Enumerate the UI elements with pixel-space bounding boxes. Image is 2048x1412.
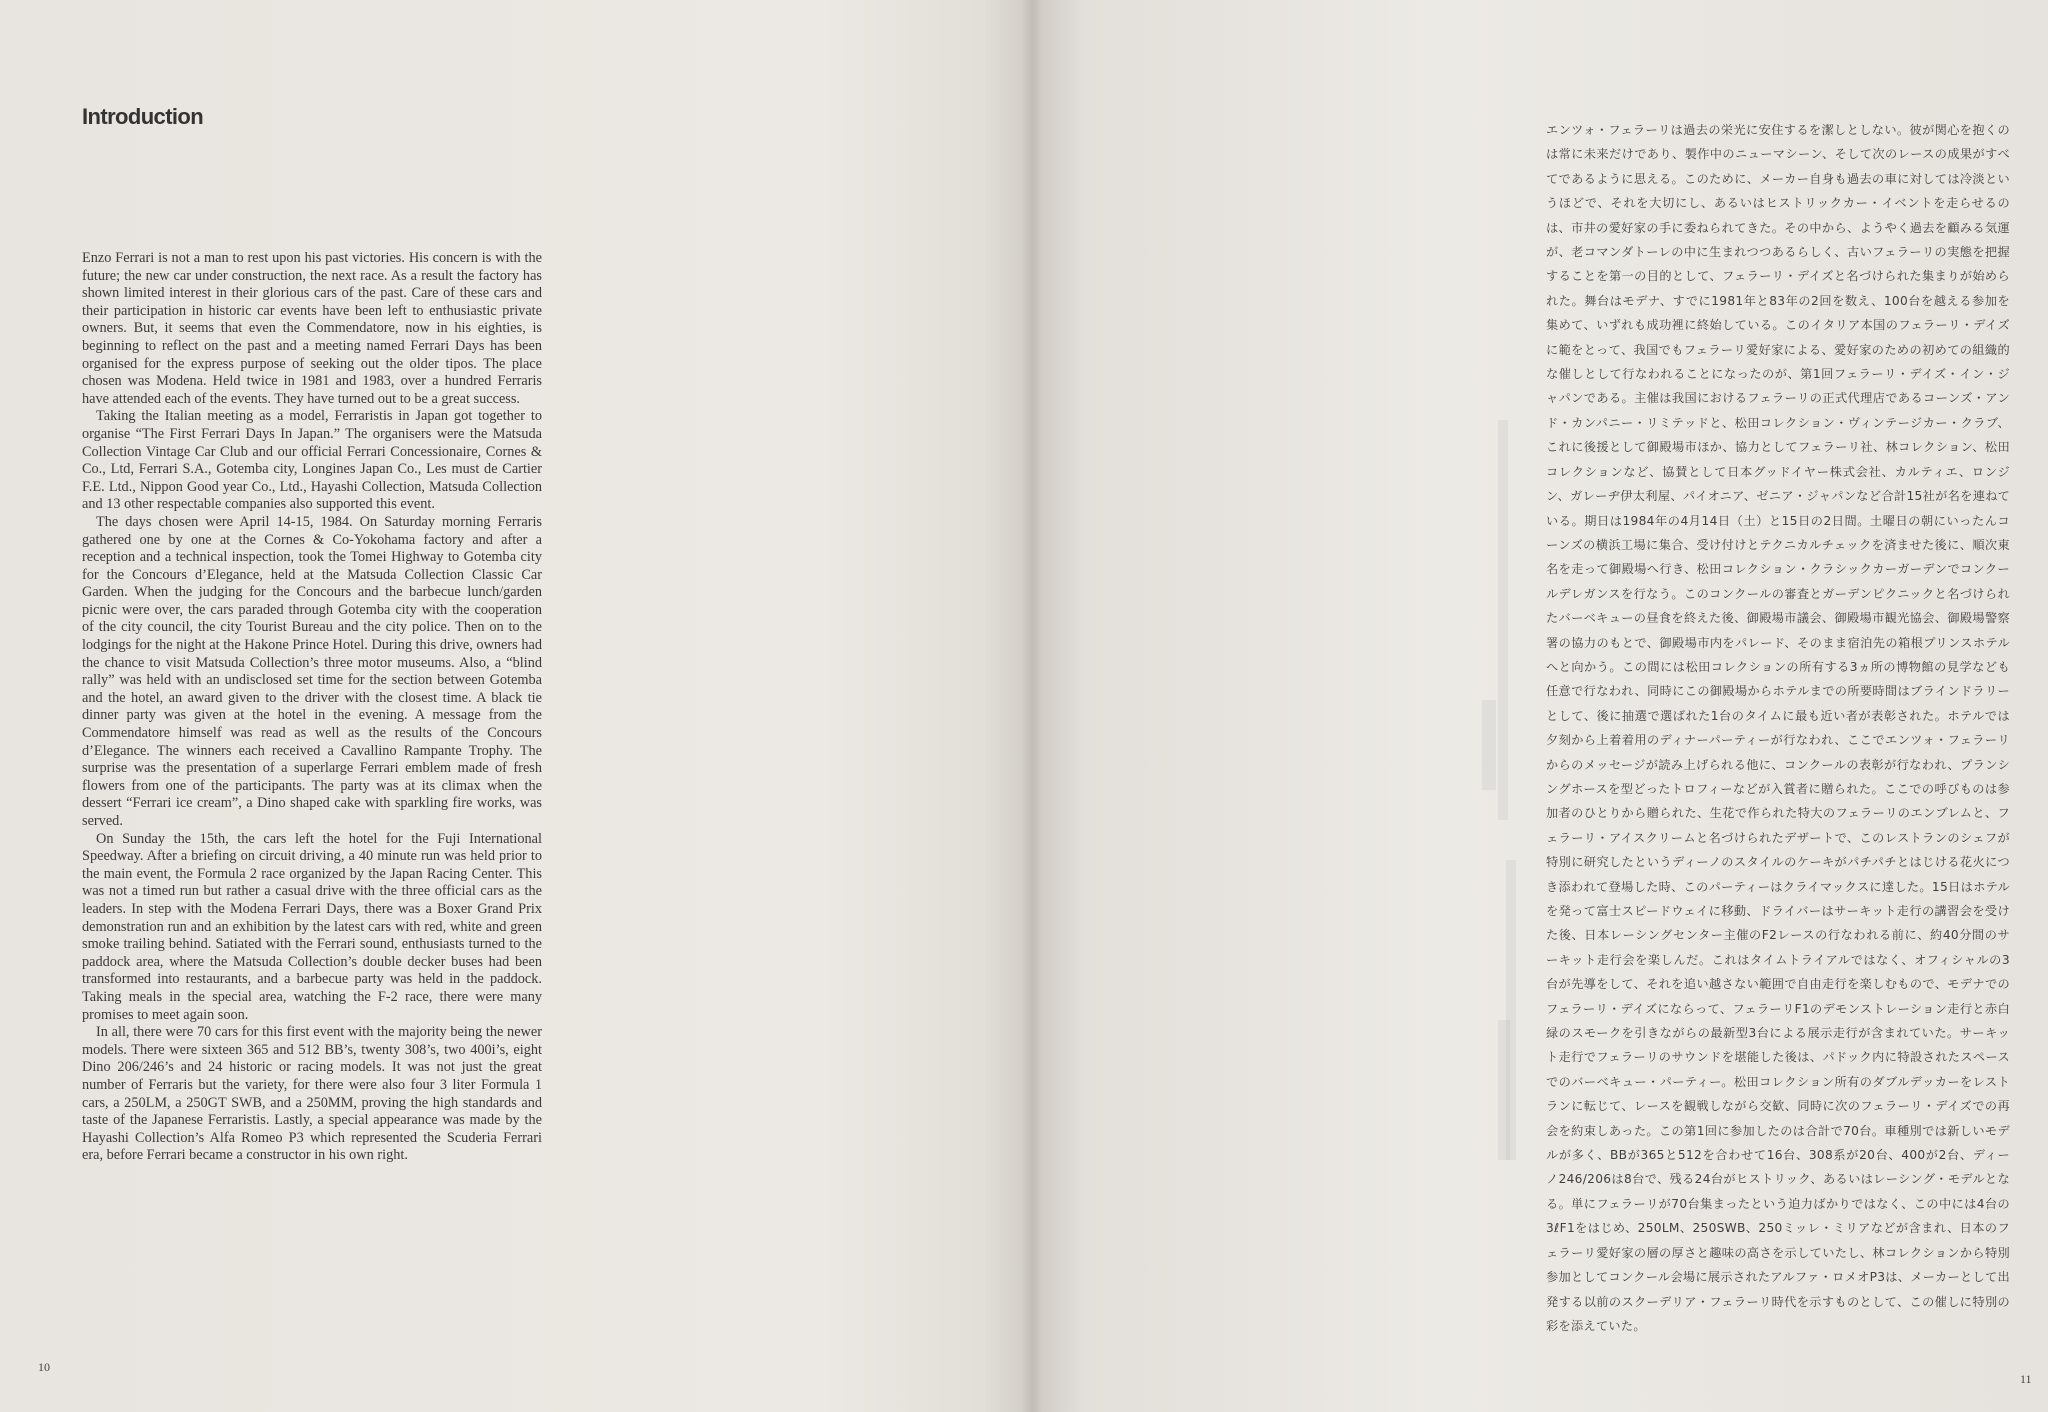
paragraph: The days chosen were April 14-15, 1984. On Saturday morning Ferraris gathered one by one at the Cornes & Co-Yokohama factory and after a reception and a technical inspection, took the Tomei Highway to Gotemba city for the Concours d’Elegance, held at the Matsuda Collection Classic Car Garden. When the judging for the Concours and the barbecue lunch/garden picnic were over, the cars paraded through Gotemba city with the cooperation of the city council, the city Tourist Bureau and the city police. Then on to the lodgings for the night at the Hakone Prince Hotel. During this drive, owners had the chance to visit Matsuda Collection’s three motor museums. Also, a “blind rally” was held with an undisclosed set time for the section between Gotemba and the hotel, an award given to the driver with the closest time. A black tie dinner party was given at the hotel in the evening. A message from the Commendatore himself was read as well as the results of the Concours d’Elegance. The winners each received a Cavallino Rampante Trophy. The surprise was the presentation of a superlarge Ferrari emblem made of fresh flowers from one of the participants. The party was at its climax when the dessert “Ferrari ice cream”, a Dino shaped cake with sparkling fire works, was served. [82, 513, 542, 829]
show-through-bar [1498, 1020, 1510, 1160]
paragraph: Taking the Italian meeting as a model, Ferraristis in Japan got together to organise “The First Ferrari Days In Japan.” The organisers were the Matsuda Collection Vintage Car Club and our official Ferrari Concessionaire, Cornes & Co., Ltd, Ferrari S.A., Gotemba city, Longines Japan Co., Les must de Cartier F.E. Ltd., Nippon Good year Co., Ltd., Hayashi Collection, Matsuda Collection and 13 other respectable companies also supported this event. [82, 408, 542, 513]
page-number-left: 10 [38, 1360, 50, 1374]
paragraph: In all, there were 70 cars for this first event with the majority being the newer models. There were sixteen 365 and 512 BB’s, twenty 308’s, two 400i’s, eight Dino 206/246’s and 24 historic or racing models. It was not just the great number of Ferraris but the variety, for there were also four 3 liter Formula 1 cars, a 250LM, a 250GT SWB, and a 250MM, proving the high standards and taste of the Japanese Ferraristis. Lastly, a special appearance was made by the Hayashi Collection’s Alfa Romeo P3 which represented the Scuderia Ferrari era, before Ferrari became a constructor in his own right. [82, 1024, 542, 1164]
english-body [82, 250, 542, 1165]
paragraph: On Sunday the 15th, the cars left the hotel for the Fuji International Speedway. After a briefing on circuit driving, a 40 minute run was held prior to the main event, the Formula 2 race organized by the Japan Racing Center. This was not a timed run but rather a casual drive with the three official cars as the leaders. In step with the Modena Ferrari Days, there was a Boxer Grand Prix demonstration run and an exhibition by the latest cars with red, white and green smoke trailing behind. Satiated with the Ferrari sound, enthusiasts turned to the paddock area, where the Matsuda Collection’s double decker buses had been transformed into restaurants, and a barbecue party was held in the paddock. Taking meals in the special area, watching the F-2 race, there were many promises to meet again soon. [82, 830, 542, 1023]
japanese-body: エンツォ・フェラーリは過去の栄光に安住するを潔しとしない。彼が関心を抱くのは常に未来だけであり、製作中のニューマシーン、そして次のレースの成果がすべてであるように思える。このために、メーカー自身も過去の車に対しては冷淡というほどで、それを大切にし、あるいはヒストリックカー・イベントを走らせるのは、市井の愛好家の手に委ねられてきた。その中から、ようやく過去を顧みる気運が、老コマンダトーレの中に生まれつつあるらしく、古いフェラーリの実態を把握することを第一の目的として、フェラーリ・デイズと名づけられた集まりが始められた。舞台はモデナ、すでに1981年と83年の2回を数え、100台を越える参加を集めて、いずれも成功裡に終始している。このイタリア本国のフェラーリ・デイズに範をとって、我国でもフェラーリ愛好家による、愛好家のための初めての組織的な催しとして行なわれることになったのが、第1回フェラーリ・デイズ・イン・ジャパンである。主催は我国におけるフェラーリの正式代理店であるコーンズ・アンド・カンパニー・リミテッドと、松田コレクション・ヴィンテージカー・クラブ、これに後援として御殿場市ほか、協力としてフェラーリ社、林コレクション、松田コレクションなど、協賛として日本グッドイヤー株式会社、カルティエ、ロンジン、ガレーヂ伊太利屋、パイオニア、ゼニア・ジャパンなど合計15社が名を連ねている。期日は1984年の4月14日（土）と15日の2日間。土曜日の朝にいったんコーンズの横浜工場に集合、受け付けとテクニカルチェックを済ませた後に、順次東名を走って御殿場へ行き、松田コレクション・クラシックカーガーデンでコンクールデレガンスを行なう。このコンクールの審査とガーデンピクニックと名づけられたバーベキューの昼食を終えた後、御殿場市議会、御殿場市観光協会、御殿場警察署の協力のもとで、御殿場市内をパレード、そのまま宿泊先の箱根プリンスホテルへと向かう。この間には松田コレクションの所有する3ヵ所の博物館の見学なども任意で行なわれ、同時にこの御殿場からホテルまでの所要時間はブラインドラリーとして、後に抽選で選ばれた1台のタイムに最も近い者が表彰された。ホテルでは夕刻から上着着用のディナーパーティーが行なわれ、ここでエンツォ・フェラーリからのメッセージが読み上げられる他に、コンクールの表彰が行なわれ、プランシングホースを型どったトロフィーなどが入賞者に贈られた。ここでの呼びものは参加者のひとりから贈られた、生花で作られた特大のフェラーリのエンブレムと、フェラーリ・アイスクリームと名づけられたデザートで、このレストランのシェフが特別に研究したというディーノのスタイルのケーキがパチパチとはじける花火につき添われて登場した時、このパーティーはクライマックスに達した。15日はホテルを発って富士スピードウェイに移動、ドライバーはサーキット走行の講習会を受けた後、日本レーシングセンター主催のF2レースの行なわれる前に、約40分間のサーキット走行会を楽しんだ。これはタイムトライアルではなく、オフィシャルの3台が先導をして、それを追い越さない範囲で自由走行を楽しむもので、モデナでのフェラーリ・デイズにならって、フェラーリF1のデモンストレーション走行と赤白緑のスモークを引きながらの最新型3台による展示走行が含まれていた。サーキット走行でフェラーリのサウンドを堪能した後は、パドック内に特設されたスペースでのバーベキュー・パーティー。松田コレクション所有のダブルデッカーをレストランに転じて、レースを観戦しながら交歓、同時に次のフェラーリ・デイズでの再会を約束しあった。この第1回に参加したのは合計で70台。車種別では新しいモデルが多く、BBが365と512を合わせて16台、308系が20台、400が2台、ディーノ246/206は8台で、残る24台がヒストリック、あるいはレーシング・モデルとなる。単にフェラーリが70台集まったという迫力ばかりではなく、この中には4台の3ℓF1をはじめ、250LM、250SWB、250ミッレ・ミリアなどが含まれ、日本のフェラーリ愛好家の層の厚さと趣味の高さを示していたし、林コレクションから特別参加としてコンクール会場に展示されたアルファ・ロメオP3は、メーカーとして出発する以前のスクーデリア・フェラーリ時代を示すものとして、この催しに特別の彩を添えていた。 [1546, 123, 2010, 1333]
page-heading: Introduction [82, 104, 204, 129]
page-number-right: 11 [2020, 1372, 2032, 1386]
show-through-bar [1482, 700, 1496, 790]
show-through-bar [1498, 420, 1508, 820]
paragraph: Enzo Ferrari is not a man to rest upon his past victories. His concern is with the future; the new car under construction, the next race. As a result the factory has shown limited interest in their glorious cars of the past. Care of these cars and their participation in historic car events have been left to enthusiastic private owners. But, it seems that even the Commendatore, now in his eighties, is beginning to reflect on the past and a meeting named Ferrari Days has been organised for the express purpose of seeking out the older tipos. The place chosen was Modena. Held twice in 1981 and 1983, over a hundred Ferraris have attended each of the events. They have turned out to be a great success. [82, 250, 542, 407]
